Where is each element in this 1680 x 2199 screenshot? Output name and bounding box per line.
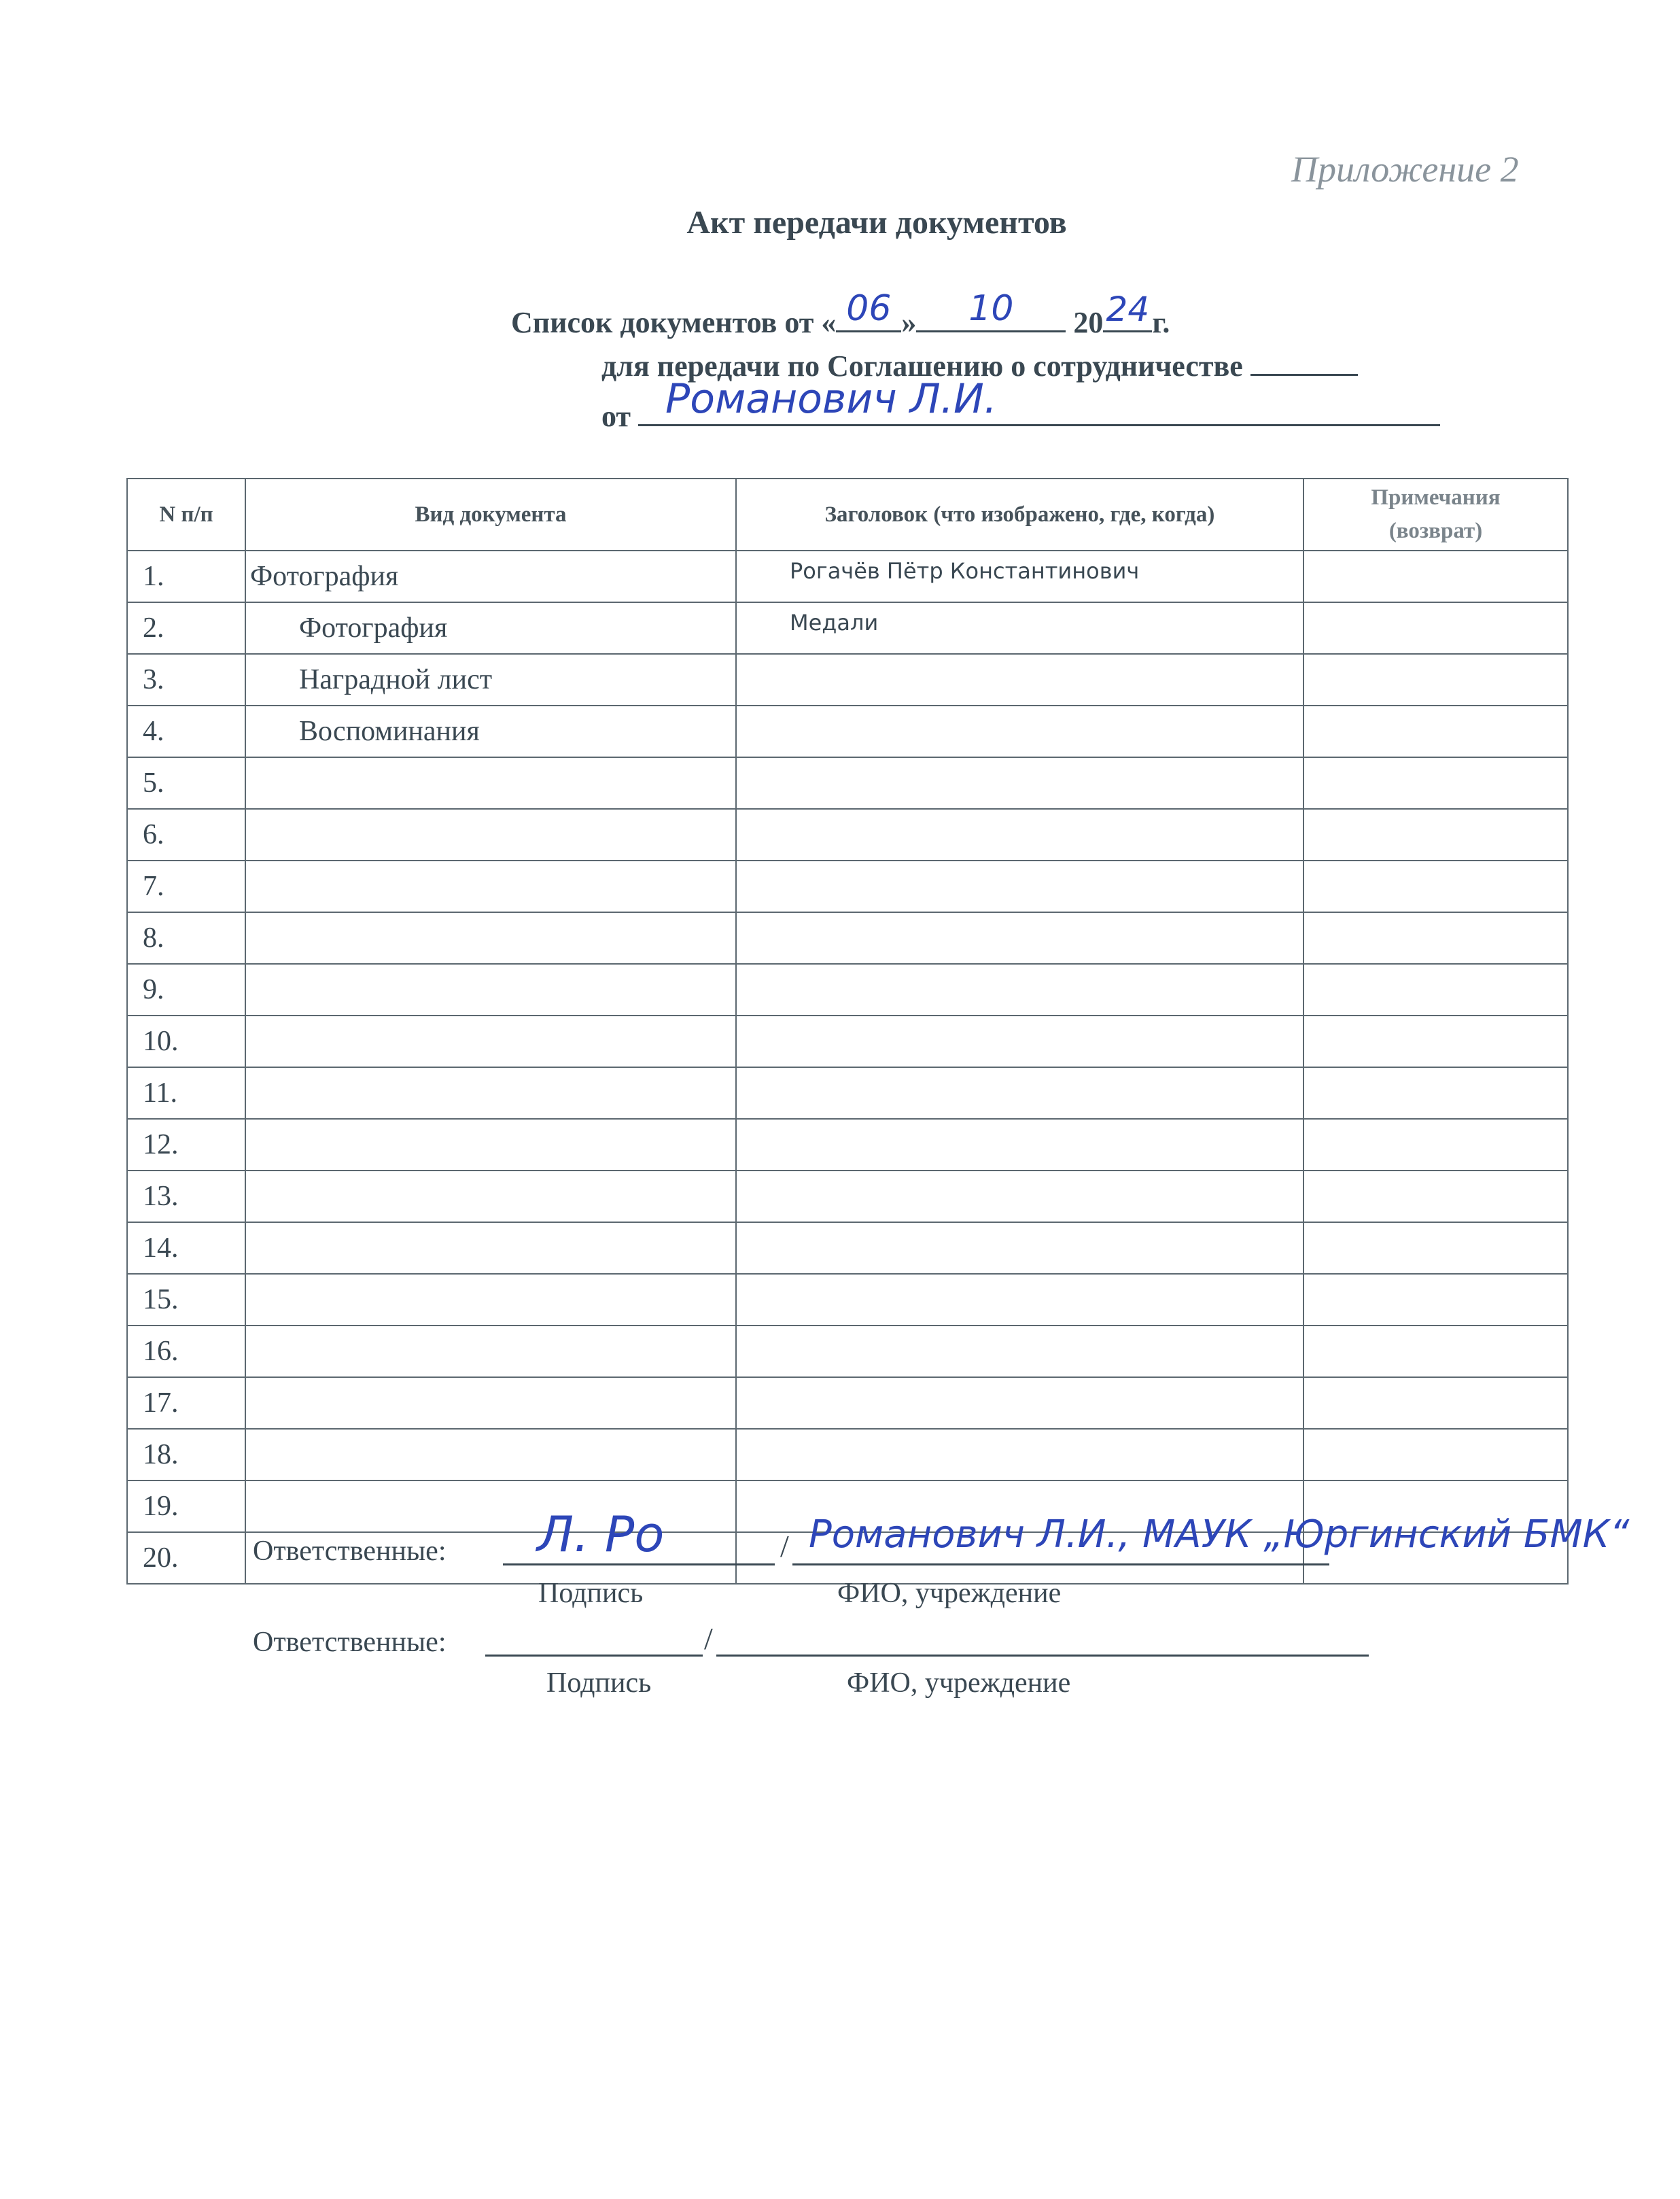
row-number: 15.	[127, 1274, 245, 1326]
row-number: 17.	[127, 1377, 245, 1429]
header-kind: Вид документа	[245, 479, 736, 551]
row-number: 13.	[127, 1171, 245, 1222]
table-header-row	[127, 479, 1568, 551]
header-heading: Заголовок (что изображено, где, когда)	[736, 479, 1303, 551]
table-row	[127, 1274, 1568, 1326]
signature-line-1	[503, 1563, 775, 1565]
row-number: 3.	[127, 654, 245, 706]
row-document-kind	[245, 1377, 736, 1429]
table-row	[127, 1119, 1568, 1171]
separator-2: /	[704, 1621, 713, 1656]
row-number: 11.	[127, 1067, 245, 1119]
responsible-label-1: Ответственные:	[253, 1536, 447, 1567]
row-document-kind: Фотография	[245, 602, 736, 654]
row-number: 6.	[127, 809, 245, 861]
list-prefix: Список документов от «	[511, 306, 837, 339]
month-field	[916, 288, 1066, 332]
row-heading	[736, 757, 1303, 809]
table-row	[127, 1377, 1568, 1429]
list-mid: »	[901, 306, 917, 339]
table-row	[127, 1326, 1568, 1377]
header-notes-line1: Примечания	[1371, 485, 1501, 510]
row-document-kind	[245, 1119, 736, 1171]
signature-1: Л. Ро	[537, 1506, 665, 1563]
table-row	[127, 551, 1568, 602]
row-heading	[736, 1274, 1303, 1326]
agreement-number-field	[1250, 347, 1358, 376]
under-name-2: ФИО, учреждение	[847, 1667, 1071, 1699]
row-heading: Медали	[736, 602, 1303, 654]
row-notes	[1303, 1429, 1568, 1481]
row-notes	[1303, 757, 1568, 809]
row-notes	[1303, 1326, 1568, 1377]
row-document-kind	[245, 1171, 736, 1222]
row-notes	[1303, 1119, 1568, 1171]
table-row	[127, 861, 1568, 912]
row-number: 8.	[127, 912, 245, 964]
row-number: 19.	[127, 1481, 245, 1532]
row-document-kind	[245, 809, 736, 861]
row-number: 18.	[127, 1429, 245, 1481]
row-notes	[1303, 1274, 1568, 1326]
row-heading	[736, 1377, 1303, 1429]
row-document-kind	[245, 1326, 736, 1377]
under-signature-2: Подпись	[546, 1667, 652, 1699]
table-row	[127, 1222, 1568, 1274]
row-number: 1.	[127, 551, 245, 602]
row-document-kind	[245, 964, 736, 1016]
row-document-kind: Фотография	[245, 551, 736, 602]
row-heading	[736, 1326, 1303, 1377]
row-heading	[736, 1016, 1303, 1067]
day-value: 06	[846, 288, 892, 329]
from-name: Романович Л.И.	[665, 375, 997, 423]
separator-1: /	[780, 1529, 789, 1563]
row-notes	[1303, 1171, 1568, 1222]
row-notes	[1303, 1222, 1568, 1274]
documents-table	[126, 478, 1569, 1585]
header-notes-line2: (возврат)	[1388, 519, 1483, 543]
row-heading	[736, 912, 1303, 964]
header-notes	[1303, 479, 1568, 551]
table-row	[127, 602, 1568, 654]
row-document-kind: Воспоминания	[245, 706, 736, 757]
from-field	[638, 375, 1440, 426]
row-heading	[736, 654, 1303, 706]
row-notes	[1303, 1016, 1568, 1067]
row-heading	[736, 809, 1303, 861]
name-org-1: Романович Л.И., МАУК „Юргинский БМК“	[809, 1512, 1630, 1557]
appendix-label: Приложение 2	[1291, 149, 1519, 190]
table-row	[127, 1067, 1568, 1119]
row-document-kind	[245, 1429, 736, 1481]
row-notes	[1303, 706, 1568, 757]
table-row	[127, 1429, 1568, 1481]
row-notes	[1303, 1067, 1568, 1119]
row-notes	[1303, 809, 1568, 861]
year-field	[1103, 290, 1152, 332]
row-notes	[1303, 602, 1568, 654]
row-notes	[1303, 912, 1568, 964]
row-document-kind	[245, 912, 736, 964]
row-heading: Рогачёв Пётр Константинович	[736, 551, 1303, 602]
row-document-kind	[245, 861, 736, 912]
document-title: Акт передачи документов	[686, 205, 1067, 241]
year-prefix: 20	[1073, 306, 1104, 339]
header-num: N п/п	[127, 479, 245, 551]
month-value: 10	[968, 288, 1014, 329]
from-line	[601, 375, 1440, 434]
agreement-text: для передачи по Соглашению о сотрудничестве	[601, 349, 1243, 383]
row-document-kind	[245, 1016, 736, 1067]
row-heading	[736, 1171, 1303, 1222]
signature-line-2	[485, 1655, 703, 1657]
row-document-kind	[245, 757, 736, 809]
under-name-1: ФИО, учреждение	[837, 1578, 1062, 1609]
table-row	[127, 654, 1568, 706]
table-body	[127, 551, 1568, 1584]
row-number: 7.	[127, 861, 245, 912]
row-notes	[1303, 1377, 1568, 1429]
row-heading	[736, 964, 1303, 1016]
row-number: 9.	[127, 964, 245, 1016]
row-document-kind	[245, 1067, 736, 1119]
row-heading	[736, 1222, 1303, 1274]
row-notes	[1303, 551, 1568, 602]
name-line-1	[792, 1563, 1329, 1565]
row-heading	[736, 1119, 1303, 1171]
row-notes	[1303, 654, 1568, 706]
table-row	[127, 706, 1568, 757]
table-row	[127, 1016, 1568, 1067]
row-heading	[736, 1429, 1303, 1481]
row-number: 4.	[127, 706, 245, 757]
table-row	[127, 912, 1568, 964]
under-signature-1: Подпись	[538, 1578, 644, 1609]
year-value: 24	[1106, 290, 1150, 329]
year-suffix: г.	[1152, 306, 1170, 339]
list-date-line	[511, 288, 1170, 340]
row-number: 2.	[127, 602, 245, 654]
row-number: 5.	[127, 757, 245, 809]
table-row	[127, 1171, 1568, 1222]
row-document-kind	[245, 1222, 736, 1274]
row-number: 16.	[127, 1326, 245, 1377]
row-heading	[736, 1067, 1303, 1119]
day-field	[836, 288, 901, 332]
table-row	[127, 809, 1568, 861]
table-row	[127, 757, 1568, 809]
table-row	[127, 964, 1568, 1016]
name-line-2	[716, 1655, 1369, 1657]
row-document-kind: Наградной лист	[245, 654, 736, 706]
row-number: 12.	[127, 1119, 245, 1171]
row-number: 14.	[127, 1222, 245, 1274]
row-number: 10.	[127, 1016, 245, 1067]
row-heading	[736, 861, 1303, 912]
responsible-label-2: Ответственные:	[253, 1627, 447, 1658]
row-notes	[1303, 964, 1568, 1016]
row-heading	[736, 706, 1303, 757]
row-document-kind	[245, 1274, 736, 1326]
from-prefix: от	[601, 400, 631, 433]
row-notes	[1303, 861, 1568, 912]
row-number: 20.	[127, 1532, 245, 1584]
